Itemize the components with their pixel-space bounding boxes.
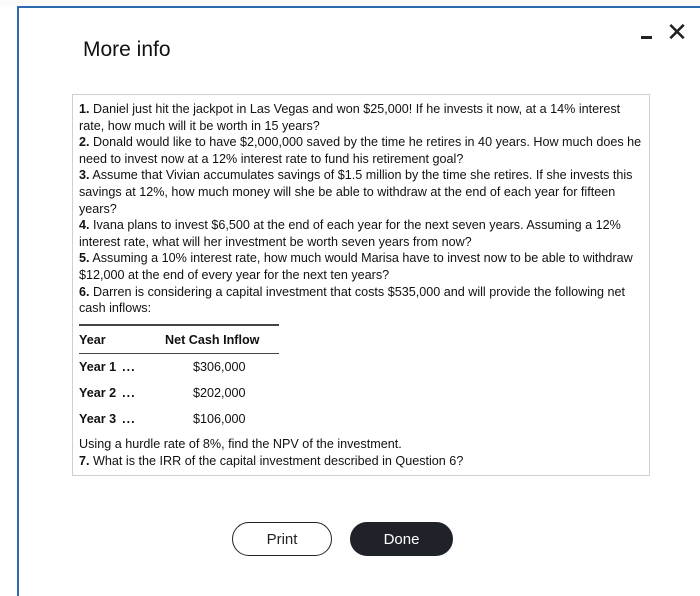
question-6: 6. Darren is considering a capital investment that costs $535,000 and will provide the following net cash inflows: bbox=[79, 284, 626, 316]
header-net-cash-inflow: Net Cash Inflow bbox=[165, 325, 279, 354]
table-row bbox=[79, 380, 279, 406]
row-inflow: $306,000 bbox=[193, 360, 246, 375]
question-7: 7. What is the IRR of the capital investment described in Question 6? bbox=[79, 453, 464, 468]
question-2: 2. Donald would like to have $2,000,000 saved by the time he retires in 40 years. How much does he need to invest now at a 12% interest rate to fund his retirement goal? bbox=[79, 135, 642, 166]
question-content bbox=[72, 94, 650, 476]
question-5: 5. Assuming a 10% interest rate, how much would Marisa have to invest now to be able to withdraw $12,000 at the end of every year for the next ten years? bbox=[79, 251, 633, 282]
row-inflow: $106,000 bbox=[193, 412, 246, 427]
row-year: Year 3 ... bbox=[79, 412, 136, 427]
dialog-title: More info bbox=[83, 38, 171, 61]
cash-inflow-table bbox=[79, 324, 279, 433]
row-year: Year 1 ... bbox=[79, 360, 136, 375]
row-inflow: $202,000 bbox=[193, 386, 246, 401]
question-6-followup: Using a hurdle rate of 8%, find the NPV of the investment. bbox=[79, 437, 402, 452]
table-row bbox=[79, 406, 279, 432]
done-button[interactable]: Done bbox=[350, 522, 453, 556]
minimize-icon[interactable] bbox=[639, 26, 655, 46]
question-4: 4. Ivana plans to invest $6,500 at the end of each year for the next seven years. Assuming a 12% interest rate, what will her investment be worth seven years from now? bbox=[79, 218, 621, 249]
table-header-row bbox=[79, 325, 279, 354]
print-button[interactable]: Print bbox=[232, 522, 332, 556]
question-1: 1. Daniel just hit the jackpot in Las Vegas and won $25,000! If he invests it now, at a 14% interest rate, how much will it be worth in 15 years? bbox=[79, 102, 621, 133]
question-3: 3. Assume that Vivian accumulates savings of $1.5 million by the time she retires. If she invests this savings at 12%, how much money will she be able to withdraw at the end of each year for fifteen years? bbox=[79, 168, 633, 216]
close-icon[interactable]: ✕ bbox=[666, 17, 688, 47]
header-year: Year bbox=[79, 325, 165, 354]
table-row bbox=[79, 354, 279, 381]
more-info-dialog bbox=[17, 6, 700, 596]
row-year: Year 2 ... bbox=[79, 386, 136, 401]
